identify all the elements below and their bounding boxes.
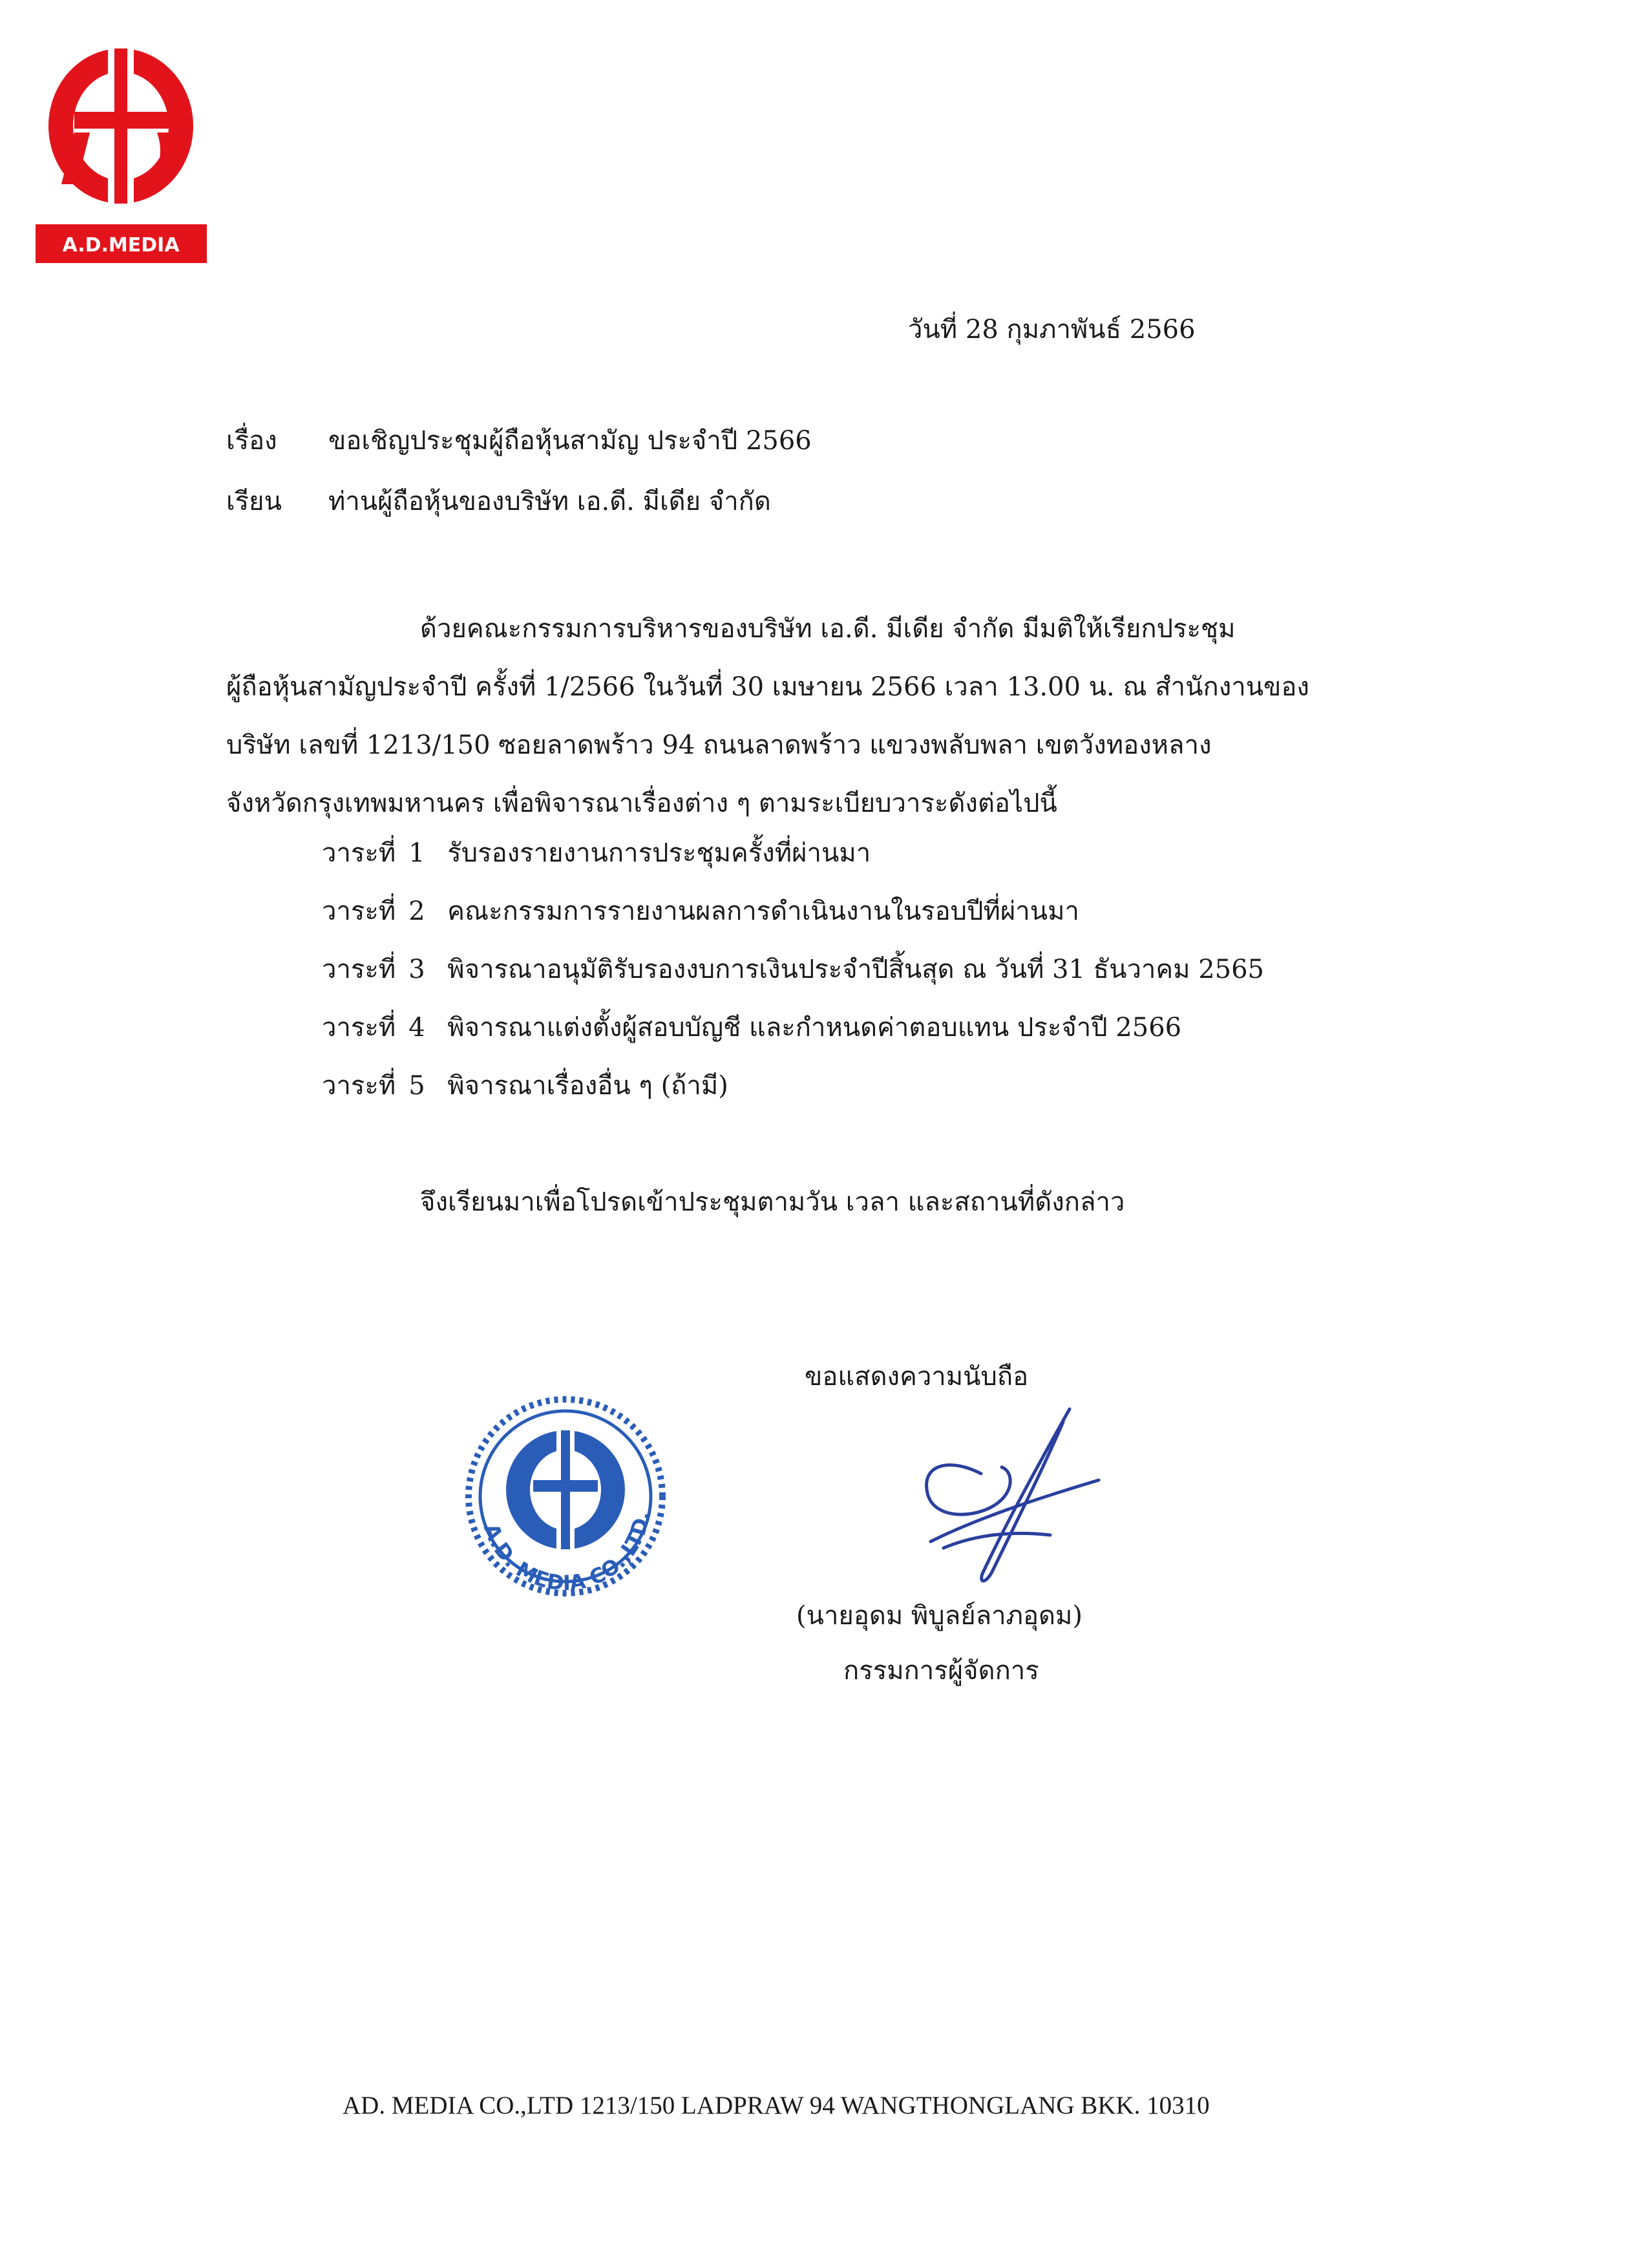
ad-logo-icon [48, 48, 193, 204]
agenda-label: วาระที่ [322, 1013, 396, 1043]
agenda-text: พิจารณาเรื่องอื่น ๆ (ถ้ามี) [447, 1071, 728, 1101]
agenda-label: วาระที่ [322, 955, 396, 984]
subject-label: เรื่อง [226, 426, 277, 456]
body-line: ด้วยคณะกรรมการบริหารของบริษัท เอ.ดี. มีเดีย จำกัด มีมติให้เรียกประชุม [420, 614, 1236, 644]
body-line: จังหวัดกรุงเทพมหานคร เพื่อพิจารณาเรื่องต่าง ๆ ตามระเบียบวาระดังต่อไปนี้ [226, 789, 1057, 818]
agenda-label: วาระที่ [322, 896, 396, 926]
regards-text: ขอแสดงความนับถือ [805, 1362, 1029, 1392]
recipient-label: เรียน [226, 487, 282, 516]
letter-date: วันที่ 28 กุมภาพันธ์ 2566 [908, 315, 1196, 344]
agenda-number: 2 [408, 896, 425, 926]
body-line: บริษัท เลขที่ 1213/150 ซอยลาดพร้าว 94 ถนนลาดพร้าว แขวงพลับพลา เขตวังทองหลาง [226, 730, 1212, 760]
company-stamp [443, 1393, 688, 1606]
agenda-item [322, 1015, 1181, 1041]
agenda-number: 1 [408, 838, 425, 868]
signer-position: กรรมการผู้จัดการ [843, 1656, 1039, 1686]
agenda-text: คณะกรรมการรายงานผลการดำเนินงานในรอบปีที่ผ่านมา [447, 896, 1079, 926]
agenda-number: 5 [408, 1071, 425, 1101]
agenda-text: รับรองรายงานการประชุมครั้งที่ผ่านมา [447, 838, 871, 868]
agenda-item [322, 957, 1264, 982]
company-logo [36, 36, 207, 265]
closing-text: จึงเรียนมาเพื่อโปรดเข้าประชุมตามวัน เวลา และสถานที่ดังกล่าว [420, 1187, 1125, 1217]
recipient-text: ท่านผู้ถือหุ้นของบริษัท เอ.ดี. มีเดีย จำกัด [328, 487, 771, 516]
agenda-number: 3 [408, 955, 425, 984]
agenda-text: พิจารณาแต่งตั้งผู้สอบบัญชี และกำหนดค่าตอบแทน ประจำปี 2566 [447, 1013, 1182, 1043]
stamp-text: A.D. MEDIA CO.,LTD. [478, 1510, 655, 1596]
agenda-item [322, 1073, 728, 1099]
body-line: ผู้ถือหุ้นสามัญประจำปี ครั้งที่ 1/2566 ในวันที่ 30 เมษายน 2566 เวลา 13.00 น. ณ สำนักงานของ [226, 672, 1309, 702]
agenda-item [322, 840, 871, 866]
agenda-label: วาระที่ [322, 838, 396, 868]
ad-logo-icon [506, 1430, 625, 1549]
agenda-label: วาระที่ [322, 1071, 396, 1101]
signature [905, 1403, 1112, 1596]
signer-name: (นายอุดม พิบูลย์ลาภอุดม) [796, 1601, 1083, 1631]
agenda-item [322, 898, 1079, 924]
subject-text: ขอเชิญประชุมผู้ถือหุ้นสามัญ ประจำปี 2566 [328, 426, 812, 456]
agenda-text: พิจารณาอนุมัติรับรองงบการเงินประจำปีสิ้นสุด ณ วันที่ 31 ธันวาคม 2565 [447, 955, 1264, 984]
footer-address: AD. MEDIA CO.,LTD 1213/150 LADPRAW 94 WANGTHONGLANG BKK. 10310 [343, 2092, 1210, 2119]
logo-label: A.D.MEDIA [62, 234, 180, 257]
agenda-number: 4 [408, 1013, 425, 1043]
